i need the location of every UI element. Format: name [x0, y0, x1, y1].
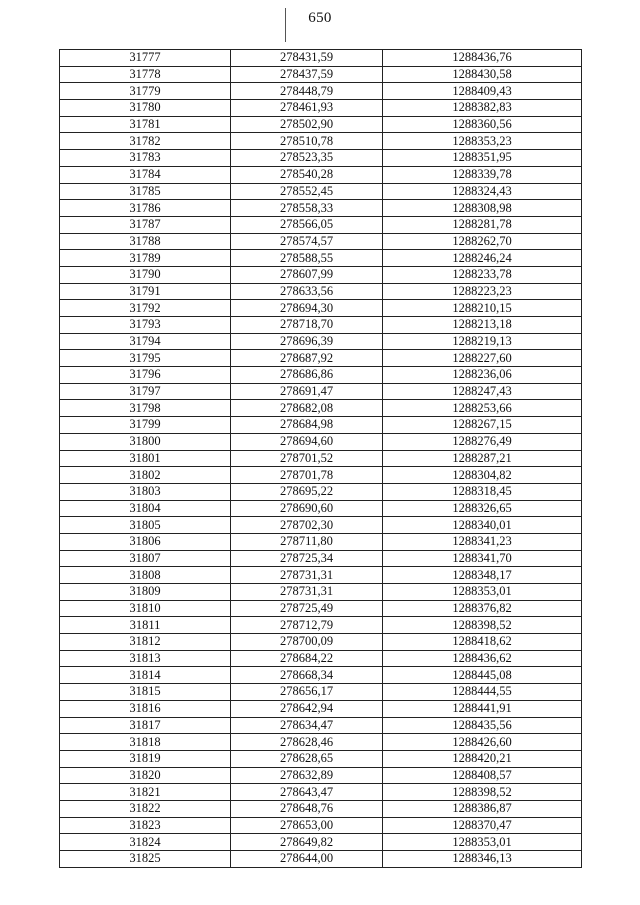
x-coordinate-cell: 278540,28: [231, 166, 383, 183]
table-row: [60, 300, 582, 317]
table-row: [60, 784, 582, 801]
x-coordinate-cell: 278702,30: [231, 517, 383, 534]
x-coordinate-cell: 278502,90: [231, 116, 383, 133]
table-row: [60, 617, 582, 634]
point-number-cell: 31823: [60, 817, 231, 834]
point-number-cell: 31798: [60, 400, 231, 417]
y-coordinate-cell: 1288233,78: [383, 266, 582, 283]
point-number-cell: 31793: [60, 317, 231, 334]
point-number-cell: 31791: [60, 283, 231, 300]
y-coordinate-cell: 1288247,43: [383, 383, 582, 400]
point-number-cell: 31800: [60, 433, 231, 450]
table-row: [60, 767, 582, 784]
table-row: [60, 600, 582, 617]
y-coordinate-cell: 1288339,78: [383, 166, 582, 183]
table-row: [60, 700, 582, 717]
y-coordinate-cell: 1288441,91: [383, 700, 582, 717]
point-number-cell: 31797: [60, 383, 231, 400]
point-number-cell: 31819: [60, 750, 231, 767]
point-number-cell: 31785: [60, 183, 231, 200]
y-coordinate-cell: 1288304,82: [383, 467, 582, 484]
x-coordinate-cell: 278634,47: [231, 717, 383, 734]
x-coordinate-cell: 278461,93: [231, 100, 383, 117]
point-number-cell: 31814: [60, 667, 231, 684]
y-coordinate-cell: 1288444,55: [383, 684, 582, 701]
table-row: [60, 250, 582, 267]
point-number-cell: 31810: [60, 600, 231, 617]
x-coordinate-cell: 278633,56: [231, 283, 383, 300]
point-number-cell: 31783: [60, 150, 231, 167]
x-coordinate-cell: 278701,52: [231, 450, 383, 467]
point-number-cell: 31801: [60, 450, 231, 467]
y-coordinate-cell: 1288353,01: [383, 834, 582, 851]
y-coordinate-cell: 1288267,15: [383, 417, 582, 434]
point-number-cell: 31790: [60, 266, 231, 283]
table-row: [60, 100, 582, 117]
x-coordinate-cell: 278668,34: [231, 667, 383, 684]
y-coordinate-cell: 1288409,43: [383, 83, 582, 100]
table-row: [60, 433, 582, 450]
point-number-cell: 31806: [60, 533, 231, 550]
x-coordinate-cell: 278701,78: [231, 467, 383, 484]
y-coordinate-cell: 1288340,01: [383, 517, 582, 534]
table-row: [60, 467, 582, 484]
x-coordinate-cell: 278690,60: [231, 500, 383, 517]
y-coordinate-cell: 1288287,21: [383, 450, 582, 467]
table-row: [60, 233, 582, 250]
x-coordinate-cell: 278642,94: [231, 700, 383, 717]
table-row: [60, 333, 582, 350]
x-coordinate-cell: 278711,80: [231, 533, 383, 550]
y-coordinate-cell: 1288326,65: [383, 500, 582, 517]
table-row: [60, 800, 582, 817]
x-coordinate-cell: 278628,46: [231, 734, 383, 751]
point-number-cell: 31777: [60, 50, 231, 67]
x-coordinate-cell: 278653,00: [231, 817, 383, 834]
point-number-cell: 31815: [60, 684, 231, 701]
table-row: [60, 133, 582, 150]
table-row: [60, 216, 582, 233]
point-number-cell: 31811: [60, 617, 231, 634]
point-number-cell: 31802: [60, 467, 231, 484]
table-row: [60, 584, 582, 601]
x-coordinate-cell: 278431,59: [231, 50, 383, 67]
point-number-cell: 31813: [60, 650, 231, 667]
y-coordinate-cell: 1288436,62: [383, 650, 582, 667]
y-coordinate-cell: 1288346,13: [383, 851, 582, 868]
y-coordinate-cell: 1288348,17: [383, 567, 582, 584]
table-row: [60, 166, 582, 183]
table-row: [60, 116, 582, 133]
table-row: [60, 717, 582, 734]
y-coordinate-cell: 1288219,13: [383, 333, 582, 350]
table-row: [60, 533, 582, 550]
point-number-cell: 31824: [60, 834, 231, 851]
y-coordinate-cell: 1288398,52: [383, 784, 582, 801]
table-row: [60, 317, 582, 334]
coordinates-table: [59, 49, 582, 868]
x-coordinate-cell: 278644,00: [231, 851, 383, 868]
y-coordinate-cell: 1288227,60: [383, 350, 582, 367]
x-coordinate-cell: 278696,39: [231, 333, 383, 350]
y-coordinate-cell: 1288253,66: [383, 400, 582, 417]
x-coordinate-cell: 278691,47: [231, 383, 383, 400]
point-number-cell: 31781: [60, 116, 231, 133]
x-coordinate-cell: 278656,17: [231, 684, 383, 701]
point-number-cell: 31804: [60, 500, 231, 517]
x-coordinate-cell: 278686,86: [231, 367, 383, 384]
point-number-cell: 31779: [60, 83, 231, 100]
point-number-cell: 31780: [60, 100, 231, 117]
point-number-cell: 31792: [60, 300, 231, 317]
table-row: [60, 417, 582, 434]
x-coordinate-cell: 278648,76: [231, 800, 383, 817]
table-row: [60, 183, 582, 200]
point-number-cell: 31778: [60, 66, 231, 83]
table-row: [60, 734, 582, 751]
point-number-cell: 31818: [60, 734, 231, 751]
point-number-cell: 31786: [60, 200, 231, 217]
x-coordinate-cell: 278725,34: [231, 550, 383, 567]
table-row: [60, 834, 582, 851]
page-number: 650: [308, 10, 332, 26]
table-row: [60, 517, 582, 534]
x-coordinate-cell: 278731,31: [231, 567, 383, 584]
x-coordinate-cell: 278694,30: [231, 300, 383, 317]
table-row: [60, 200, 582, 217]
x-coordinate-cell: 278731,31: [231, 584, 383, 601]
y-coordinate-cell: 1288353,01: [383, 584, 582, 601]
y-coordinate-cell: 1288445,08: [383, 667, 582, 684]
point-number-cell: 31787: [60, 216, 231, 233]
y-coordinate-cell: 1288360,56: [383, 116, 582, 133]
y-coordinate-cell: 1288223,23: [383, 283, 582, 300]
table-row: [60, 400, 582, 417]
table-row: [60, 500, 582, 517]
x-coordinate-cell: 278684,98: [231, 417, 383, 434]
y-coordinate-cell: 1288382,83: [383, 100, 582, 117]
table-row: [60, 283, 582, 300]
y-coordinate-cell: 1288210,15: [383, 300, 582, 317]
y-coordinate-cell: 1288262,70: [383, 233, 582, 250]
x-coordinate-cell: 278649,82: [231, 834, 383, 851]
y-coordinate-cell: 1288398,52: [383, 617, 582, 634]
point-number-cell: 31796: [60, 367, 231, 384]
y-coordinate-cell: 1288281,78: [383, 216, 582, 233]
table-row: [60, 450, 582, 467]
y-coordinate-cell: 1288370,47: [383, 817, 582, 834]
table-row: [60, 50, 582, 67]
table-row: [60, 851, 582, 868]
y-coordinate-cell: 1288418,62: [383, 634, 582, 651]
point-number-cell: 31816: [60, 700, 231, 717]
point-number-cell: 31782: [60, 133, 231, 150]
y-coordinate-cell: 1288308,98: [383, 200, 582, 217]
table-row: [60, 817, 582, 834]
point-number-cell: 31821: [60, 784, 231, 801]
point-number-cell: 31809: [60, 584, 231, 601]
x-coordinate-cell: 278552,45: [231, 183, 383, 200]
y-coordinate-cell: 1288341,70: [383, 550, 582, 567]
table-row: [60, 367, 582, 384]
point-number-cell: 31817: [60, 717, 231, 734]
x-coordinate-cell: 278712,79: [231, 617, 383, 634]
point-number-cell: 31808: [60, 567, 231, 584]
table-row: [60, 483, 582, 500]
y-coordinate-cell: 1288351,95: [383, 150, 582, 167]
point-number-cell: 31812: [60, 634, 231, 651]
x-coordinate-cell: 278684,22: [231, 650, 383, 667]
x-coordinate-cell: 278682,08: [231, 400, 383, 417]
table-row: [60, 667, 582, 684]
point-number-cell: 31822: [60, 800, 231, 817]
table-row: [60, 684, 582, 701]
table-row: [60, 66, 582, 83]
table-row: [60, 567, 582, 584]
point-number-cell: 31825: [60, 851, 231, 868]
point-number-cell: 31807: [60, 550, 231, 567]
table-row: [60, 266, 582, 283]
x-coordinate-cell: 278718,70: [231, 317, 383, 334]
table-row: [60, 350, 582, 367]
x-coordinate-cell: 278694,60: [231, 433, 383, 450]
point-number-cell: 31784: [60, 166, 231, 183]
y-coordinate-cell: 1288276,49: [383, 433, 582, 450]
x-coordinate-cell: 278607,99: [231, 266, 383, 283]
y-coordinate-cell: 1288430,58: [383, 66, 582, 83]
point-number-cell: 31803: [60, 483, 231, 500]
y-coordinate-cell: 1288376,82: [383, 600, 582, 617]
x-coordinate-cell: 278632,89: [231, 767, 383, 784]
x-coordinate-cell: 278700,09: [231, 634, 383, 651]
point-number-cell: 31795: [60, 350, 231, 367]
y-coordinate-cell: 1288236,06: [383, 367, 582, 384]
y-coordinate-cell: 1288420,21: [383, 750, 582, 767]
y-coordinate-cell: 1288408,57: [383, 767, 582, 784]
table-row: [60, 383, 582, 400]
table-row: [60, 750, 582, 767]
point-number-cell: 31788: [60, 233, 231, 250]
x-coordinate-cell: 278558,33: [231, 200, 383, 217]
x-coordinate-cell: 278510,78: [231, 133, 383, 150]
y-coordinate-cell: 1288435,56: [383, 717, 582, 734]
x-coordinate-cell: 278687,92: [231, 350, 383, 367]
x-coordinate-cell: 278643,47: [231, 784, 383, 801]
point-number-cell: 31820: [60, 767, 231, 784]
table-body: [60, 50, 582, 868]
x-coordinate-cell: 278566,05: [231, 216, 383, 233]
y-coordinate-cell: 1288426,60: [383, 734, 582, 751]
x-coordinate-cell: 278523,35: [231, 150, 383, 167]
point-number-cell: 31794: [60, 333, 231, 350]
y-coordinate-cell: 1288324,43: [383, 183, 582, 200]
x-coordinate-cell: 278725,49: [231, 600, 383, 617]
table-row: [60, 83, 582, 100]
y-coordinate-cell: 1288246,24: [383, 250, 582, 267]
y-coordinate-cell: 1288318,45: [383, 483, 582, 500]
table-row: [60, 650, 582, 667]
y-coordinate-cell: 1288353,23: [383, 133, 582, 150]
point-number-cell: 31789: [60, 250, 231, 267]
y-coordinate-cell: 1288436,76: [383, 50, 582, 67]
table-row: [60, 150, 582, 167]
x-coordinate-cell: 278628,65: [231, 750, 383, 767]
point-number-cell: 31805: [60, 517, 231, 534]
point-number-cell: 31799: [60, 417, 231, 434]
y-coordinate-cell: 1288386,87: [383, 800, 582, 817]
y-coordinate-cell: 1288341,23: [383, 533, 582, 550]
x-coordinate-cell: 278448,79: [231, 83, 383, 100]
table-row: [60, 550, 582, 567]
y-coordinate-cell: 1288213,18: [383, 317, 582, 334]
x-coordinate-cell: 278574,57: [231, 233, 383, 250]
table-row: [60, 634, 582, 651]
x-coordinate-cell: 278695,22: [231, 483, 383, 500]
x-coordinate-cell: 278588,55: [231, 250, 383, 267]
x-coordinate-cell: 278437,59: [231, 66, 383, 83]
